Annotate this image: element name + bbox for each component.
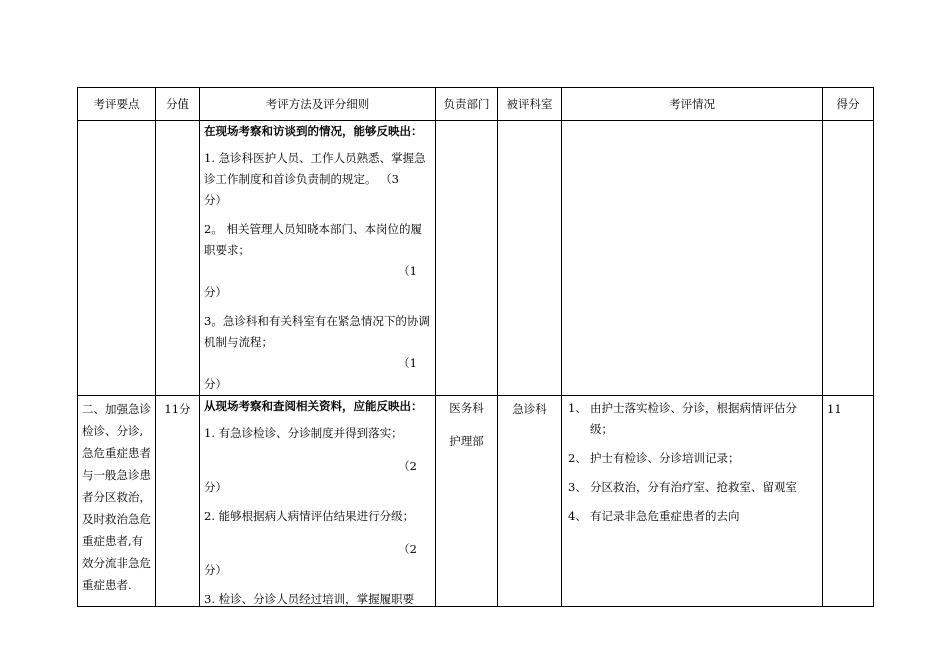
method-item-score-unit: 分） [204,285,227,299]
status-item [568,477,816,498]
table-header-row [78,88,874,121]
row2-final-score-cell [823,396,874,607]
row1-method-intro: 在现场考察和访谈到的情况，能够反映出： [204,124,423,138]
status-item [568,398,816,440]
evaluation-table [77,87,874,607]
header-responsible-dept: 负责部门 [436,88,498,121]
method-item-text: 1. 急诊科医护人员、工作人员熟悉、掌握急诊工作制度和首诊负责制的规定。 [204,151,426,186]
method-item-score-unit: 分） [204,563,227,577]
header-evaluation-status: 考评情况 [562,88,823,121]
status-item-text: 分区救治，分有治疗室、抢救室、留观室 [590,480,797,494]
method-item-score: （2 [398,542,417,556]
header-evaluated-dept: 被评科室 [498,88,562,121]
row1-key-point-cell [78,121,156,396]
status-item-number: 4、 [568,509,587,523]
row2-method-item [204,423,431,498]
header-key-point: 考评要点 [78,88,156,121]
responsible-dept-nursing: 护理部 [449,434,484,448]
row2-method-cell [200,396,436,607]
row1-key-point [78,121,155,125]
method-item-text: 1. 有急诊检诊、分诊制度并得到落实； [204,426,403,440]
row2-method-item [204,506,431,581]
row2-key-point-cell [78,396,156,607]
row1-method-item [204,311,431,395]
method-item-score: （1 [398,356,417,370]
row1-method-item [204,148,431,211]
status-item-number: 2、 [568,451,587,465]
row2-method-item [204,589,431,606]
status-item [568,506,816,527]
method-item-text: 2。 相关管理人员知晓本部门、本岗位的履职要求； [204,222,422,257]
row2-key-point: 二、加强急诊检诊、分诊,急危重症患者与一般急诊患者分区救治，及时救治急危重症患者,有效分流非急危重症患者. [82,402,151,592]
status-item-text: 有记录非急危重症患者的去向 [590,509,740,523]
row1-score-value-cell [156,121,200,396]
header-method: 考评方法及评分细则 [200,88,436,121]
row1-evaluated-dept-cell [498,121,562,396]
method-item-text: 2. 能够根据病人病情评估结果进行分级； [204,509,415,523]
row1-final-score-cell [823,121,874,396]
row2-score-value-cell [156,396,200,607]
header-score-value: 分值 [156,88,200,121]
responsible-dept-medical: 医务科 [449,401,484,415]
evaluated-dept: 急诊科 [512,402,547,416]
header-final-score: 得分 [823,88,874,121]
method-item-text: 3。急诊科和有关科室有在紧急情况下的协调机制与流程； [204,314,430,349]
method-item-text: 3. 检诊、分诊人员经过培训，掌握履职要 [204,592,415,606]
table-row [78,396,874,607]
status-item-number: 1、 [568,401,587,415]
method-item-score-unit: 分） [204,193,227,207]
method-item-score-unit: 分） [204,480,227,494]
status-item [568,448,816,469]
status-item-text: 护士有检诊、分诊培训记录； [590,451,740,465]
row1-method-item [204,219,431,303]
row2-responsible-dept-cell [436,396,498,607]
row2-evaluated-dept-cell [498,396,562,607]
row1-method-cell [200,121,436,396]
row1-status-cell [562,121,823,396]
method-item-score: （2 [398,459,417,473]
table-row [78,121,874,396]
method-item-score: （3 [380,172,399,186]
status-item-number: 3、 [568,480,587,494]
row2-score-value: 11分 [164,402,191,416]
row1-score-value [156,121,199,125]
status-item-text: 由护士落实检诊、分诊，根据病情评估分级； [590,401,797,436]
row2-status-cell [562,396,823,607]
method-item-score: （1 [398,264,417,278]
final-score: 11 [827,402,842,416]
status-list [562,396,822,537]
row1-responsible-dept-cell [436,121,498,396]
row2-method-intro: 从现场考察和查阅相关资料，应能反映出： [204,399,423,413]
method-item-score-unit: 分） [204,377,227,391]
